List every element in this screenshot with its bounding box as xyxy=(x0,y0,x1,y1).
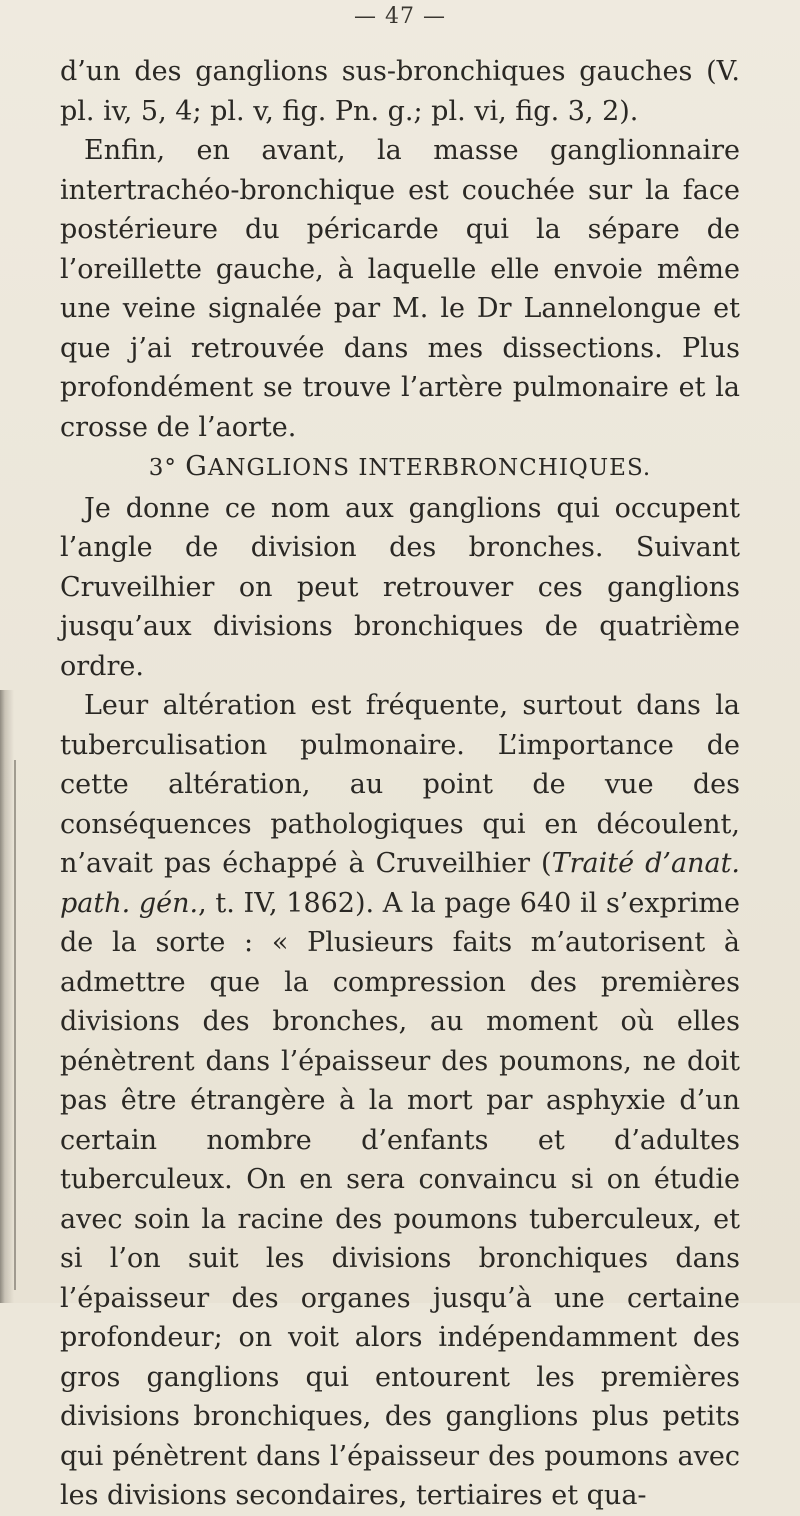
heading-first-letter: G xyxy=(185,451,208,482)
section-heading xyxy=(60,447,740,489)
body-text xyxy=(60,52,740,1516)
heading-title: ANGLIONS INTERBRONCHIQUES. xyxy=(207,455,652,481)
paragraph-2: Enfin, en avant, la masse ganglionnaire intertrachéo-bronchique est couchée sur la face postérieure du péricarde qui la sépare de l’oreillette gauche, à laquelle elle envoie même une veine signalée par M. le Dr Lannelongue et que j’ai retrouvée dans mes dissections. Plus profondément se trouve l’artère pulmonaire et la crosse de l’aorte. xyxy=(60,135,740,443)
binding-shadow xyxy=(0,690,14,1303)
paragraph-4 xyxy=(60,686,740,1516)
paragraph-4-end: , t. IV, 1862). A la page 640 il s’exprime de la sorte : « Plusieurs faits m’autorisent à admettre que la compression des premières divisions des bronches, au moment où elles pénètrent dans l’épaisseur des poumons, ne doit pas être étrangère à la mort par asphyxie d’un certain nombre d’enfants et d’adultes tuberculeux. On en sera convaincu si on étudie avec soin la racine des poumons tuberculeux, et si l’on suit les divisions bronchiques dans l’épaisseur des organes jusqu’à une certaine profondeur; on voit alors indépendamment des gros ganglions qui entourent les premières divisions bronchiques, des ganglions plus petits qui pénètrent dans l’épaisseur des poumons avec les divisions secondaires, tertiaires et qua- xyxy=(60,887,740,1511)
paragraph-4-start: Leur altération est fréquente, surtout dans la tuberculisation pulmonaire. L’importance de cette altération, au point de vue des conséquences pathologiques qui en découlent, n’avait pas échappé à Cruveilhier ( xyxy=(60,690,740,879)
page-number: — 47 — xyxy=(354,4,446,29)
citation-title: Traité d’anat. path. gén. xyxy=(60,848,740,919)
heading-number: 3° xyxy=(148,455,177,481)
paragraph-1: d’un des ganglions sus-bronchiques gauches (V. pl. iv, 5, 4; pl. v, fig. Pn. g.; pl. vi, fig. 3, 2). xyxy=(60,56,740,127)
binding-line xyxy=(14,760,16,1290)
paragraph-3: Je donne ce nom aux ganglions qui occupent l’angle de division des bronches. Suivant Cruveilhier on peut retrouver ces ganglions jusqu’aux divisions bronchiques de quatrième ordre. xyxy=(60,492,740,682)
